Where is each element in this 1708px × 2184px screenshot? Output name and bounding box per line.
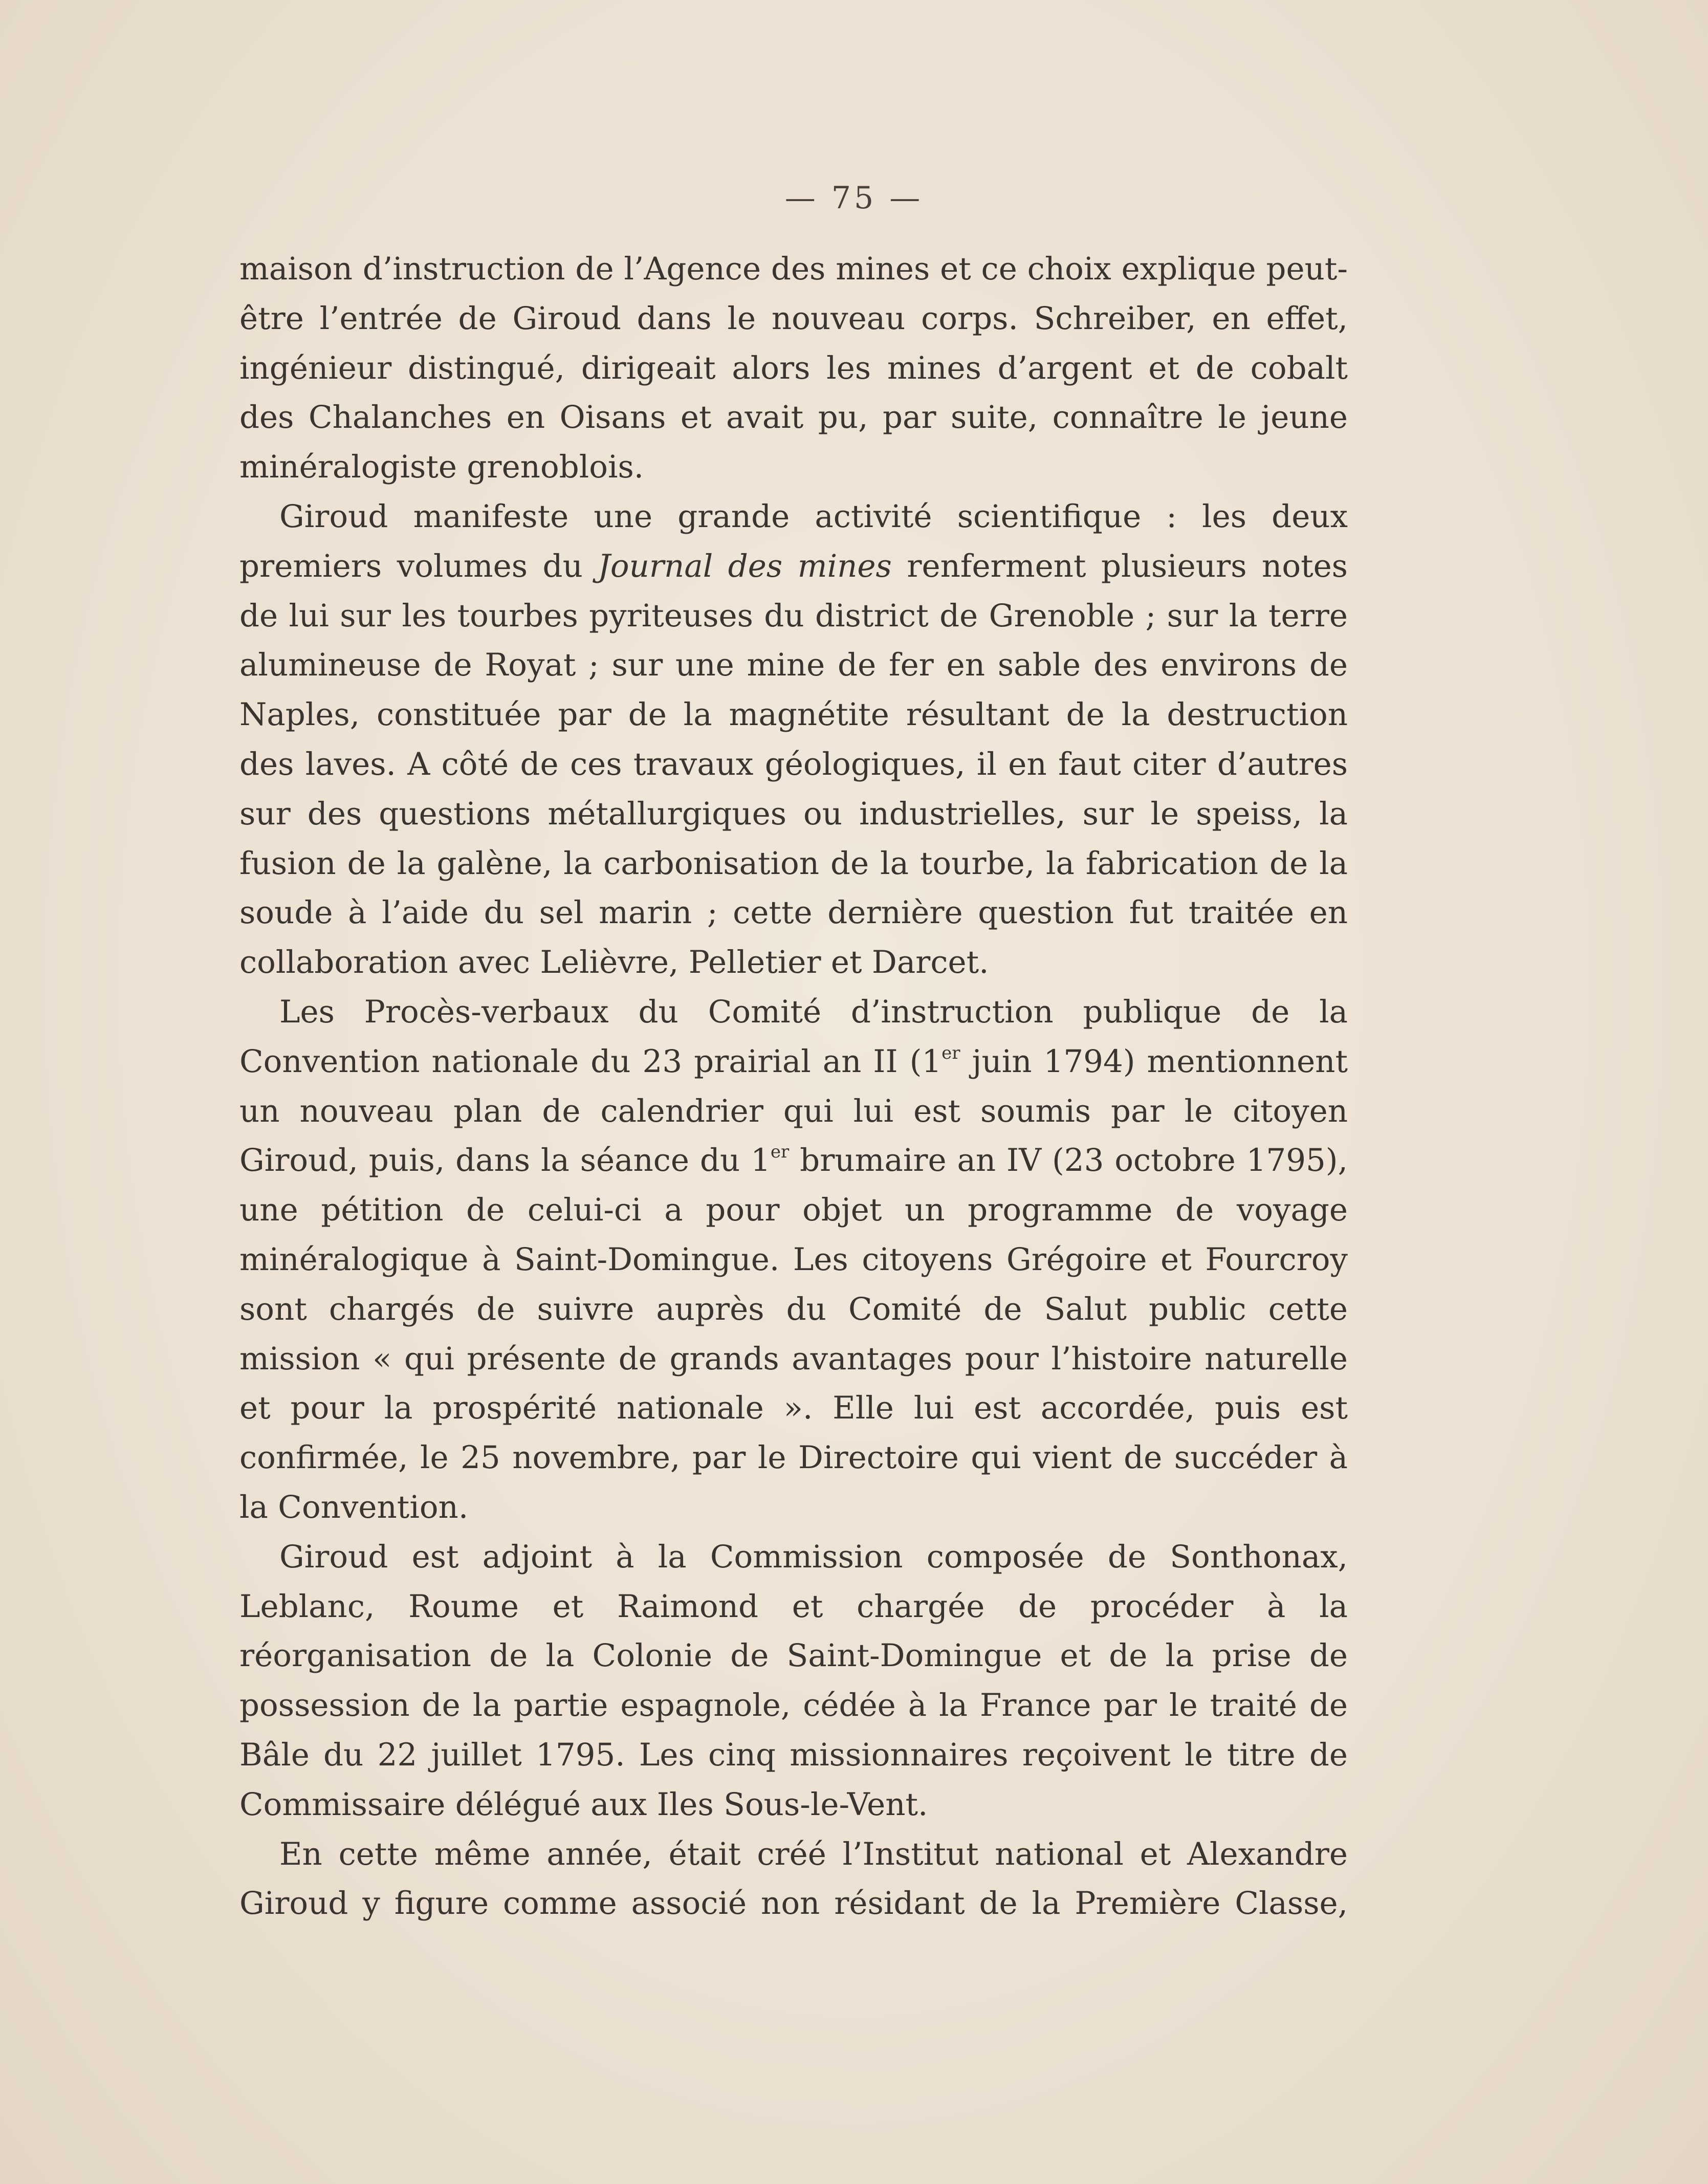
paragraph-2 [239,492,1348,988]
body-text [239,245,1348,1929]
paragraph-1 [239,245,1348,492]
text-segment: Giroud est adjoint à la Commission composée de Sonthonax, Leblanc, Roume et Raimond et chargée de procéder à la réorganisation de la Colonie de Saint-Domingue et de la prise de possession de la partie espagnole, cédée à la France par le traité de Bâle du 22 juillet 1795. Les cinq missionnaires reçoivent le titre de Commissaire délégué aux Iles Sous-le-Vent. [239,1538,1348,1823]
journal-title: Journal des mines [598,548,892,584]
text-segment: Giroud manifeste une grande activité scientifique : les deux premiers volumes du [239,498,1348,584]
superscript: er [770,1142,790,1163]
text-segment: juin 1794) mentionnent un nouveau plan de calendrier qui lui est soumis par le citoyen Giroud, puis, dans la séance du 1 [239,1043,1348,1179]
paragraph-3 [239,988,1348,1533]
page-number: — 75 — [784,180,924,216]
paragraph-5 [239,1830,1348,1929]
text-segment: Les Procès-verbaux du Comité d’instruction publique de la Convention nationale du 23 prairial an II (1 [239,993,1348,1080]
paragraph-4 [239,1533,1348,1830]
text-segment: maison d’instruction de l’Agence des mines et ce choix explique peut-être l’entrée de Giroud dans le nouveau corps. Schreiber, en effet, ingénieur distingué, dirigeait alors les mines d’argent et de cobalt des Chalanches en Oisans et avait pu, par suite, connaître le jeune minéralogiste grenoblois. [239,251,1348,486]
text-segment: En cette même année, était créé l’Institut national et Alexandre Giroud y figure comme associé non résidant de la Première Classe, [239,1836,1348,1922]
text-segment: renferment plusieurs notes de lui sur les tourbes pyriteuses du district de Grenoble ; sur la terre alumineuse de Royat ; sur une mine de fer en sable des environs de Naples, constituée par de la magnétite résultant de la destruction des laves. A côté de ces travaux géologiques, il en faut citer d’autres sur des questions métallurgiques ou industrielles, sur le speiss, la fusion de la galène, la carbonisation de la tourbe, la fabrication de la soude à l’aide du sel marin ; cette dernière question fut traitée en collaboration avec Lelièvre, Pelletier et Darcet. [239,548,1348,981]
superscript: er [941,1042,960,1063]
text-segment: brumaire an IV (23 octobre 1795), une pétition de celui-ci a pour objet un programme de voyage minéralogique à Saint-Domingue. Les citoyens Grégoire et Fourcroy sont chargés de suivre auprès du Comité de Salut public cette mission « qui présente de grands avantages pour l’histoire naturelle et pour la prospérité nationale ». Elle lui est accordée, puis est confirmée, le 25 novembre, par le Directoire qui vient de succéder à la Convention. [239,1142,1348,1525]
